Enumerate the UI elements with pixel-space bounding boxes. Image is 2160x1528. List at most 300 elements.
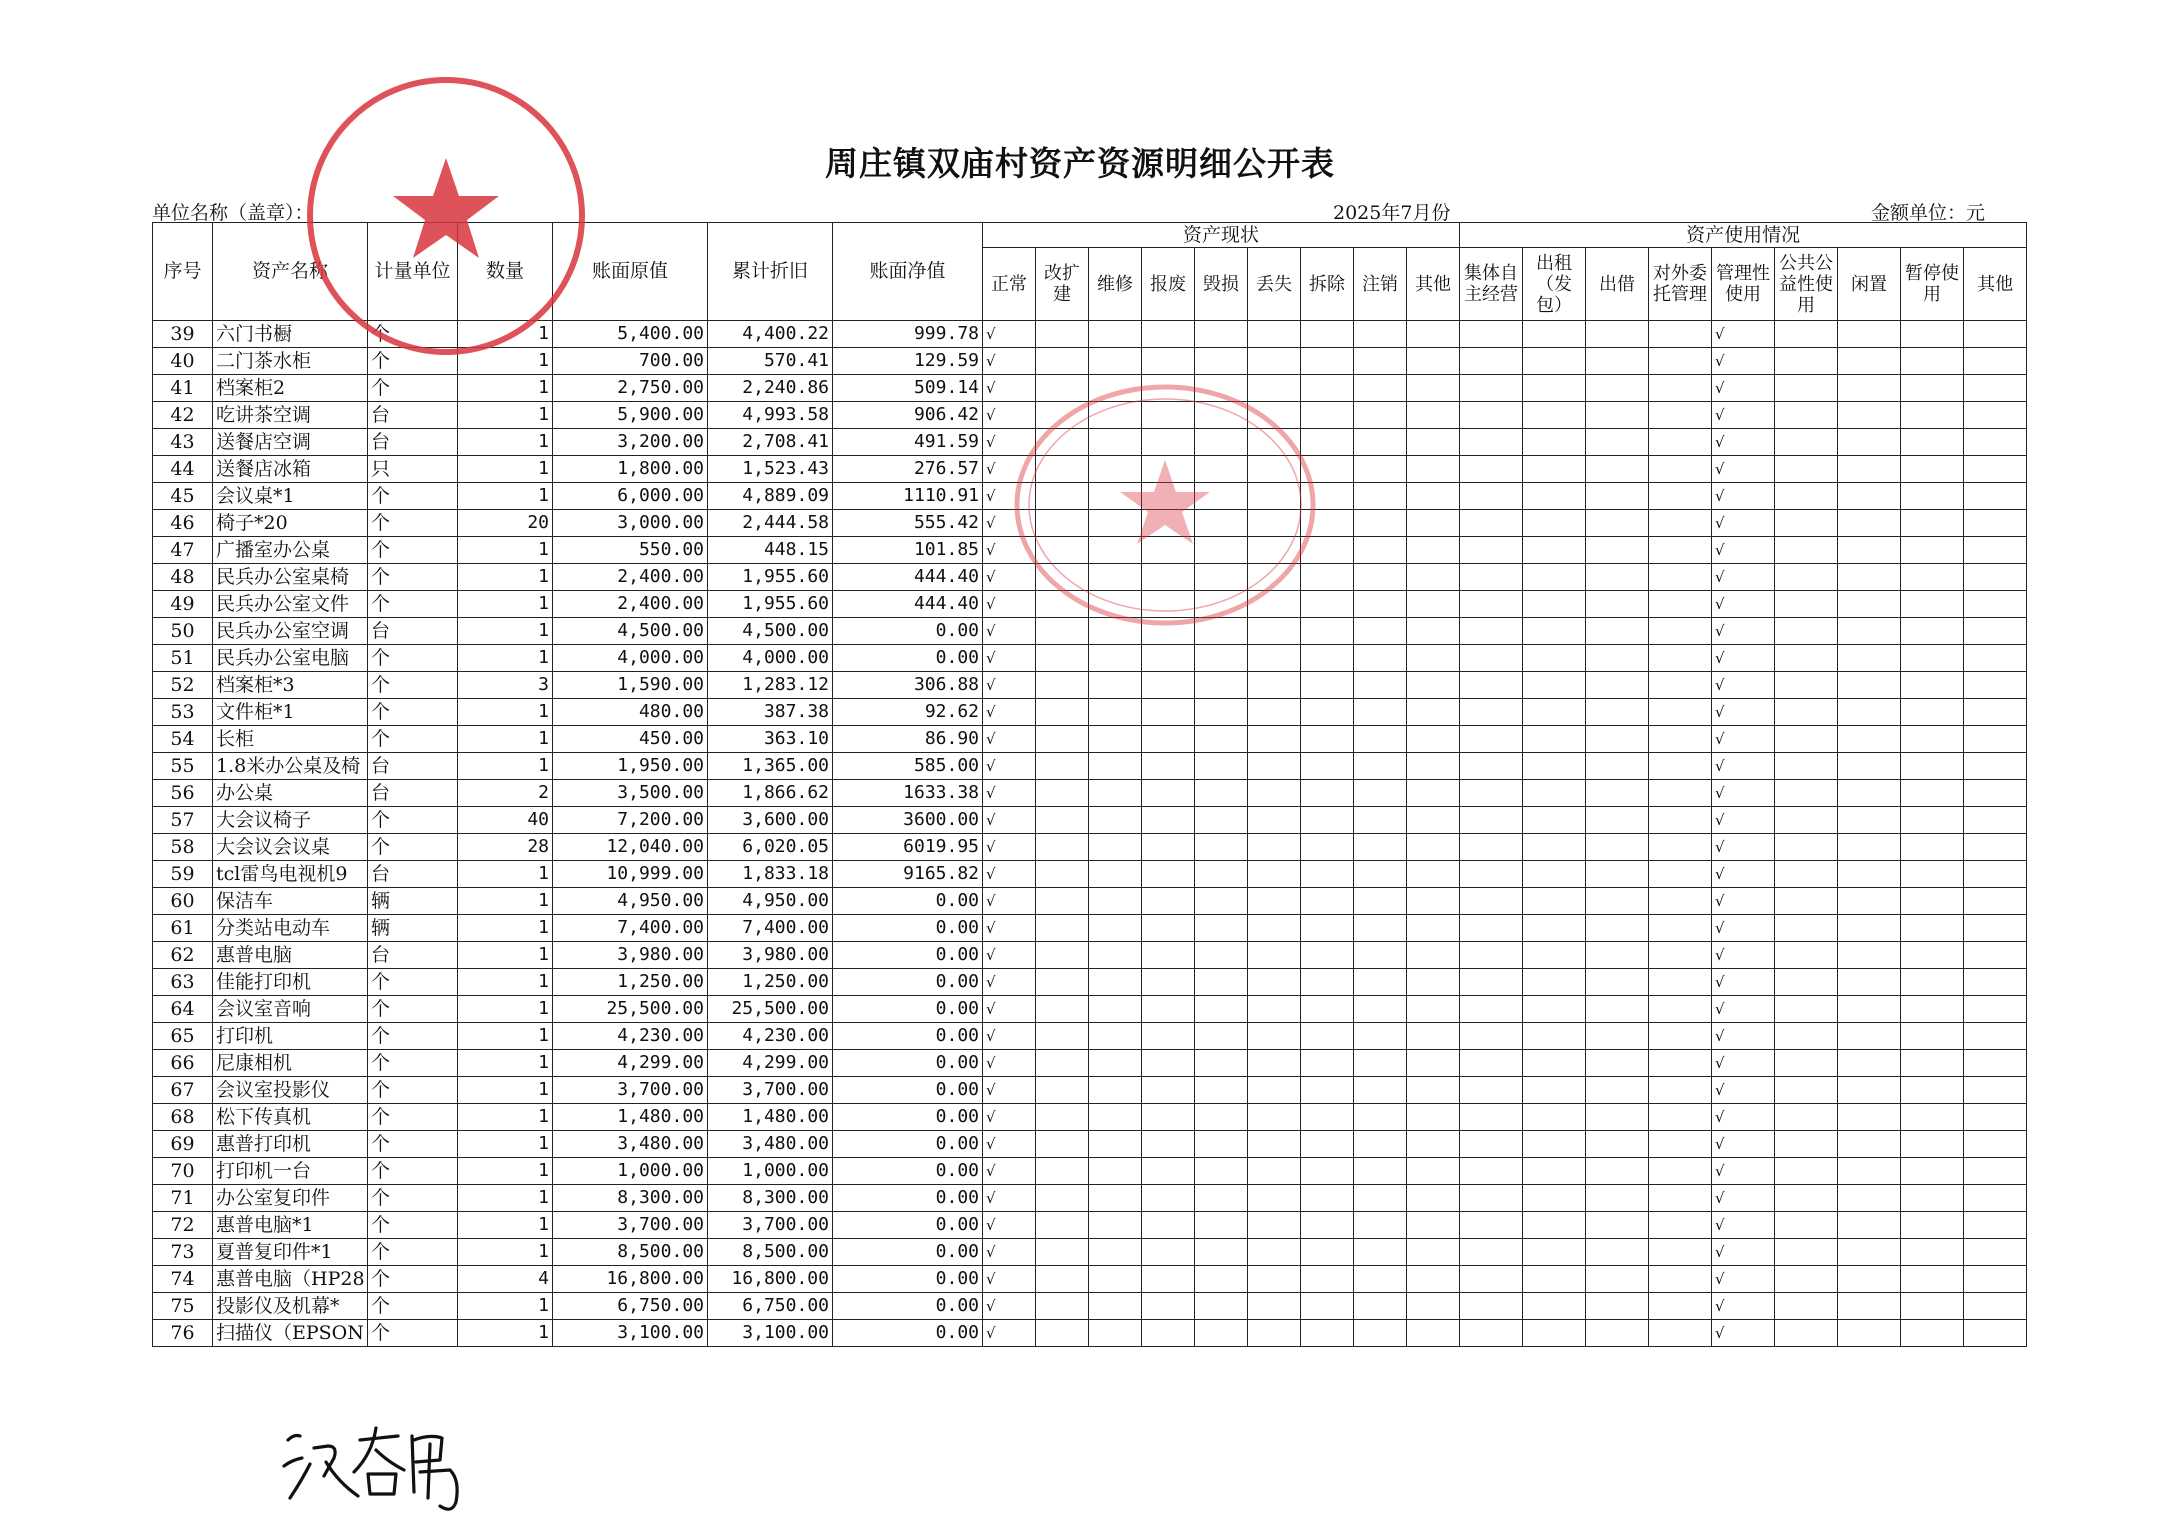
empty-cell (1301, 1212, 1354, 1239)
empty-cell (1964, 1293, 2027, 1320)
row-original-value: 7,400.00 (553, 915, 708, 942)
row-unit: 个 (368, 834, 458, 861)
empty-cell (1460, 1239, 1523, 1266)
row-asset-name: 办公桌 (213, 780, 368, 807)
empty-cell (1586, 510, 1649, 537)
empty-cell (1460, 1293, 1523, 1320)
row-seq: 75 (153, 1293, 213, 1320)
empty-cell (1838, 645, 1901, 672)
empty-cell (1089, 456, 1142, 483)
empty-cell (1248, 1212, 1301, 1239)
header-depreciation: 累计折旧 (708, 223, 833, 321)
empty-cell (1649, 1185, 1712, 1212)
empty-cell (1036, 510, 1089, 537)
table-row (153, 1131, 2027, 1158)
empty-cell (1036, 780, 1089, 807)
empty-cell (1248, 1320, 1301, 1347)
empty-cell (1142, 429, 1195, 456)
empty-cell (1460, 1104, 1523, 1131)
empty-cell (1838, 1185, 1901, 1212)
empty-cell (1775, 834, 1838, 861)
status-normal-check: √ (983, 969, 1036, 996)
row-quantity: 1 (458, 537, 553, 564)
empty-cell (1775, 861, 1838, 888)
empty-cell (1901, 537, 1964, 564)
usage-management-check: √ (1712, 1266, 1775, 1293)
row-asset-name: 吃讲茶空调 (213, 402, 368, 429)
row-asset-name: 惠普电脑（HP28 (213, 1266, 368, 1293)
empty-cell (1142, 564, 1195, 591)
empty-cell (1649, 996, 1712, 1023)
row-net-value: 0.00 (833, 1239, 983, 1266)
row-net-value: 509.14 (833, 375, 983, 402)
table-row (153, 834, 2027, 861)
empty-cell (1407, 1266, 1460, 1293)
empty-cell (1407, 861, 1460, 888)
row-net-value: 491.59 (833, 429, 983, 456)
status-normal-check: √ (983, 1293, 1036, 1320)
empty-cell (1195, 834, 1248, 861)
empty-cell (1142, 1023, 1195, 1050)
empty-cell (1838, 1050, 1901, 1077)
row-asset-name: tcl雷鸟电视机9 (213, 861, 368, 888)
empty-cell (1460, 645, 1523, 672)
row-asset-name: 民兵办公室电脑 (213, 645, 368, 672)
row-seq: 64 (153, 996, 213, 1023)
empty-cell (1649, 915, 1712, 942)
empty-cell (1838, 1023, 1901, 1050)
empty-cell (1195, 1131, 1248, 1158)
empty-cell (1089, 1212, 1142, 1239)
row-depreciation: 363.10 (708, 726, 833, 753)
empty-cell (1523, 888, 1586, 915)
table-row (153, 1293, 2027, 1320)
empty-cell (1838, 1131, 1901, 1158)
row-seq: 67 (153, 1077, 213, 1104)
header-status-col: 注销 (1354, 248, 1407, 321)
empty-cell (1248, 1266, 1301, 1293)
header-status-col: 维修 (1089, 248, 1142, 321)
row-net-value: 0.00 (833, 1185, 983, 1212)
row-original-value: 1,800.00 (553, 456, 708, 483)
empty-cell (1649, 753, 1712, 780)
empty-cell (1775, 1320, 1838, 1347)
row-quantity: 1 (458, 1023, 553, 1050)
usage-management-check: √ (1712, 942, 1775, 969)
row-asset-name: 惠普电脑*1 (213, 1212, 368, 1239)
table-row (153, 672, 2027, 699)
empty-cell (1460, 1185, 1523, 1212)
empty-cell (1775, 942, 1838, 969)
empty-cell (1586, 1239, 1649, 1266)
empty-cell (1248, 1077, 1301, 1104)
empty-cell (1407, 726, 1460, 753)
row-unit: 个 (368, 1104, 458, 1131)
empty-cell (1036, 996, 1089, 1023)
table-row (153, 537, 2027, 564)
row-seq: 68 (153, 1104, 213, 1131)
empty-cell (1089, 618, 1142, 645)
empty-cell (1142, 1185, 1195, 1212)
row-depreciation: 1,000.00 (708, 1158, 833, 1185)
empty-cell (1523, 726, 1586, 753)
empty-cell (1248, 726, 1301, 753)
usage-management-check: √ (1712, 672, 1775, 699)
row-net-value: 276.57 (833, 456, 983, 483)
status-normal-check: √ (983, 618, 1036, 645)
empty-cell (1195, 1077, 1248, 1104)
empty-cell (1354, 996, 1407, 1023)
table-row (153, 321, 2027, 348)
empty-cell (1036, 591, 1089, 618)
empty-cell (1964, 483, 2027, 510)
row-depreciation: 3,480.00 (708, 1131, 833, 1158)
empty-cell (1407, 699, 1460, 726)
row-depreciation: 1,523.43 (708, 456, 833, 483)
empty-cell (1586, 456, 1649, 483)
row-depreciation: 387.38 (708, 699, 833, 726)
row-original-value: 4,000.00 (553, 645, 708, 672)
empty-cell (1248, 699, 1301, 726)
empty-cell (1354, 402, 1407, 429)
empty-cell (1901, 996, 1964, 1023)
empty-cell (1523, 402, 1586, 429)
table-row (153, 780, 2027, 807)
empty-cell (1089, 1077, 1142, 1104)
empty-cell (1838, 402, 1901, 429)
empty-cell (1301, 861, 1354, 888)
empty-cell (1649, 1266, 1712, 1293)
empty-cell (1649, 1104, 1712, 1131)
row-original-value: 3,480.00 (553, 1131, 708, 1158)
empty-cell (1523, 645, 1586, 672)
row-asset-name: 档案柜*3 (213, 672, 368, 699)
empty-cell (1586, 699, 1649, 726)
row-unit: 辆 (368, 915, 458, 942)
row-quantity: 1 (458, 1293, 553, 1320)
empty-cell (1775, 1077, 1838, 1104)
empty-cell (1901, 861, 1964, 888)
row-net-value: 1633.38 (833, 780, 983, 807)
empty-cell (1901, 672, 1964, 699)
usage-management-check: √ (1712, 348, 1775, 375)
empty-cell (1964, 1185, 2027, 1212)
status-normal-check: √ (983, 402, 1036, 429)
empty-cell (1901, 1239, 1964, 1266)
empty-cell (1586, 915, 1649, 942)
empty-cell (1649, 1320, 1712, 1347)
header-status-col: 改扩建 (1036, 248, 1089, 321)
empty-cell (1964, 861, 2027, 888)
empty-cell (1523, 1266, 1586, 1293)
empty-cell (1195, 348, 1248, 375)
empty-cell (1142, 726, 1195, 753)
empty-cell (1407, 672, 1460, 699)
empty-cell (1586, 1185, 1649, 1212)
empty-cell (1354, 807, 1407, 834)
empty-cell (1964, 834, 2027, 861)
usage-management-check: √ (1712, 402, 1775, 429)
row-depreciation: 2,444.58 (708, 510, 833, 537)
row-quantity: 1 (458, 699, 553, 726)
empty-cell (1036, 1320, 1089, 1347)
empty-cell (1407, 483, 1460, 510)
empty-cell (1354, 915, 1407, 942)
empty-cell (1964, 510, 2027, 537)
table-row (153, 564, 2027, 591)
empty-cell (1964, 564, 2027, 591)
row-seq: 69 (153, 1131, 213, 1158)
empty-cell (1142, 537, 1195, 564)
empty-cell (1775, 321, 1838, 348)
empty-cell (1838, 861, 1901, 888)
empty-cell (1195, 618, 1248, 645)
header-asset-usage: 资产使用情况 (1460, 223, 2027, 248)
empty-cell (1775, 1158, 1838, 1185)
empty-cell (1901, 483, 1964, 510)
row-original-value: 3,700.00 (553, 1077, 708, 1104)
empty-cell (1838, 348, 1901, 375)
empty-cell (1460, 726, 1523, 753)
empty-cell (1838, 672, 1901, 699)
empty-cell (1523, 456, 1586, 483)
status-normal-check: √ (983, 1239, 1036, 1266)
empty-cell (1901, 456, 1964, 483)
row-net-value: 0.00 (833, 1266, 983, 1293)
empty-cell (1964, 348, 2027, 375)
empty-cell (1248, 321, 1301, 348)
status-normal-check: √ (983, 780, 1036, 807)
empty-cell (1248, 618, 1301, 645)
row-quantity: 1 (458, 1131, 553, 1158)
empty-cell (1089, 969, 1142, 996)
empty-cell (1354, 672, 1407, 699)
row-unit: 台 (368, 753, 458, 780)
empty-cell (1248, 564, 1301, 591)
empty-cell (1838, 1239, 1901, 1266)
empty-cell (1775, 699, 1838, 726)
empty-cell (1407, 780, 1460, 807)
status-normal-check: √ (983, 510, 1036, 537)
empty-cell (1407, 456, 1460, 483)
row-quantity: 1 (458, 915, 553, 942)
empty-cell (1523, 1158, 1586, 1185)
empty-cell (1523, 807, 1586, 834)
empty-cell (1248, 483, 1301, 510)
row-seq: 46 (153, 510, 213, 537)
row-asset-name: 会议桌*1 (213, 483, 368, 510)
empty-cell (1586, 1077, 1649, 1104)
empty-cell (1649, 537, 1712, 564)
empty-cell (1301, 780, 1354, 807)
empty-cell (1142, 834, 1195, 861)
header-usage-col: 管理性使用 (1712, 248, 1775, 321)
row-quantity: 1 (458, 618, 553, 645)
status-normal-check: √ (983, 807, 1036, 834)
empty-cell (1248, 645, 1301, 672)
table-row (153, 726, 2027, 753)
row-original-value: 4,500.00 (553, 618, 708, 645)
empty-cell (1195, 807, 1248, 834)
empty-cell (1901, 402, 1964, 429)
usage-management-check: √ (1712, 429, 1775, 456)
empty-cell (1838, 807, 1901, 834)
empty-cell (1301, 1158, 1354, 1185)
row-asset-name: 尼康相机 (213, 1050, 368, 1077)
empty-cell (1354, 645, 1407, 672)
row-original-value: 5,900.00 (553, 402, 708, 429)
row-depreciation: 570.41 (708, 348, 833, 375)
table-row (153, 1239, 2027, 1266)
empty-cell (1586, 1293, 1649, 1320)
empty-cell (1964, 726, 2027, 753)
empty-cell (1586, 780, 1649, 807)
empty-cell (1407, 645, 1460, 672)
empty-cell (1248, 1185, 1301, 1212)
row-seq: 65 (153, 1023, 213, 1050)
row-original-value: 4,230.00 (553, 1023, 708, 1050)
empty-cell (1089, 429, 1142, 456)
empty-cell (1649, 645, 1712, 672)
empty-cell (1838, 483, 1901, 510)
row-unit: 个 (368, 375, 458, 402)
empty-cell (1036, 429, 1089, 456)
row-original-value: 550.00 (553, 537, 708, 564)
empty-cell (1964, 969, 2027, 996)
status-normal-check: √ (983, 996, 1036, 1023)
row-unit: 台 (368, 429, 458, 456)
empty-cell (1838, 375, 1901, 402)
document-title: 周庄镇双庙村资产资源明细公开表 (825, 144, 1335, 183)
table-row (153, 942, 2027, 969)
empty-cell (1089, 672, 1142, 699)
row-unit: 个 (368, 321, 458, 348)
usage-management-check: √ (1712, 1212, 1775, 1239)
table-row (153, 753, 2027, 780)
empty-cell (1142, 672, 1195, 699)
empty-cell (1460, 537, 1523, 564)
empty-cell (1838, 888, 1901, 915)
empty-cell (1195, 510, 1248, 537)
empty-cell (1036, 1239, 1089, 1266)
row-asset-name: 分类站电动车 (213, 915, 368, 942)
empty-cell (1248, 429, 1301, 456)
empty-cell (1523, 429, 1586, 456)
empty-cell (1301, 564, 1354, 591)
empty-cell (1901, 645, 1964, 672)
row-depreciation: 1,955.60 (708, 591, 833, 618)
empty-cell (1649, 1131, 1712, 1158)
empty-cell (1354, 699, 1407, 726)
table-row (153, 861, 2027, 888)
empty-cell (1964, 1077, 2027, 1104)
empty-cell (1089, 699, 1142, 726)
empty-cell (1407, 375, 1460, 402)
empty-cell (1460, 483, 1523, 510)
empty-cell (1838, 321, 1901, 348)
row-asset-name: 会议室投影仪 (213, 1077, 368, 1104)
empty-cell (1586, 618, 1649, 645)
empty-cell (1301, 456, 1354, 483)
usage-management-check: √ (1712, 807, 1775, 834)
empty-cell (1248, 510, 1301, 537)
header-net-value: 账面净值 (833, 223, 983, 321)
empty-cell (1407, 1158, 1460, 1185)
row-original-value: 4,299.00 (553, 1050, 708, 1077)
row-seq: 42 (153, 402, 213, 429)
empty-cell (1089, 321, 1142, 348)
header-usage-col: 闲置 (1838, 248, 1901, 321)
row-asset-name: 长柜 (213, 726, 368, 753)
row-unit: 个 (368, 699, 458, 726)
empty-cell (1089, 1266, 1142, 1293)
usage-management-check: √ (1712, 456, 1775, 483)
usage-management-check: √ (1712, 888, 1775, 915)
status-normal-check: √ (983, 1104, 1036, 1131)
usage-management-check: √ (1712, 726, 1775, 753)
empty-cell (1838, 753, 1901, 780)
empty-cell (1460, 942, 1523, 969)
row-original-value: 6,750.00 (553, 1293, 708, 1320)
row-seq: 56 (153, 780, 213, 807)
empty-cell (1248, 915, 1301, 942)
empty-cell (1775, 375, 1838, 402)
usage-management-check: √ (1712, 564, 1775, 591)
row-unit: 台 (368, 780, 458, 807)
header-unit: 计量单位 (368, 223, 458, 321)
empty-cell (1964, 780, 2027, 807)
row-asset-name: 夏普复印件*1 (213, 1239, 368, 1266)
empty-cell (1354, 483, 1407, 510)
empty-cell (1649, 564, 1712, 591)
header-status-col: 报废 (1142, 248, 1195, 321)
row-original-value: 3,200.00 (553, 429, 708, 456)
empty-cell (1089, 483, 1142, 510)
empty-cell (1586, 753, 1649, 780)
empty-cell (1838, 1158, 1901, 1185)
empty-cell (1407, 1104, 1460, 1131)
empty-cell (1089, 1023, 1142, 1050)
empty-cell (1407, 888, 1460, 915)
row-asset-name: 保洁车 (213, 888, 368, 915)
empty-cell (1838, 780, 1901, 807)
empty-cell (1964, 1212, 2027, 1239)
status-normal-check: √ (983, 915, 1036, 942)
row-depreciation: 3,100.00 (708, 1320, 833, 1347)
empty-cell (1142, 780, 1195, 807)
empty-cell (1142, 753, 1195, 780)
empty-cell (1775, 807, 1838, 834)
empty-cell (1586, 1023, 1649, 1050)
empty-cell (1964, 1239, 2027, 1266)
row-net-value: 9165.82 (833, 861, 983, 888)
empty-cell (1838, 996, 1901, 1023)
empty-cell (1195, 456, 1248, 483)
empty-cell (1460, 456, 1523, 483)
row-net-value: 0.00 (833, 1023, 983, 1050)
row-depreciation: 6,750.00 (708, 1293, 833, 1320)
empty-cell (1460, 429, 1523, 456)
empty-cell (1586, 1104, 1649, 1131)
empty-cell (1142, 1239, 1195, 1266)
empty-cell (1354, 564, 1407, 591)
empty-cell (1523, 348, 1586, 375)
row-asset-name: 松下传真机 (213, 1104, 368, 1131)
unit-name-label: 单位名称（盖章）： (152, 202, 314, 224)
empty-cell (1964, 618, 2027, 645)
empty-cell (1142, 321, 1195, 348)
empty-cell (1195, 645, 1248, 672)
